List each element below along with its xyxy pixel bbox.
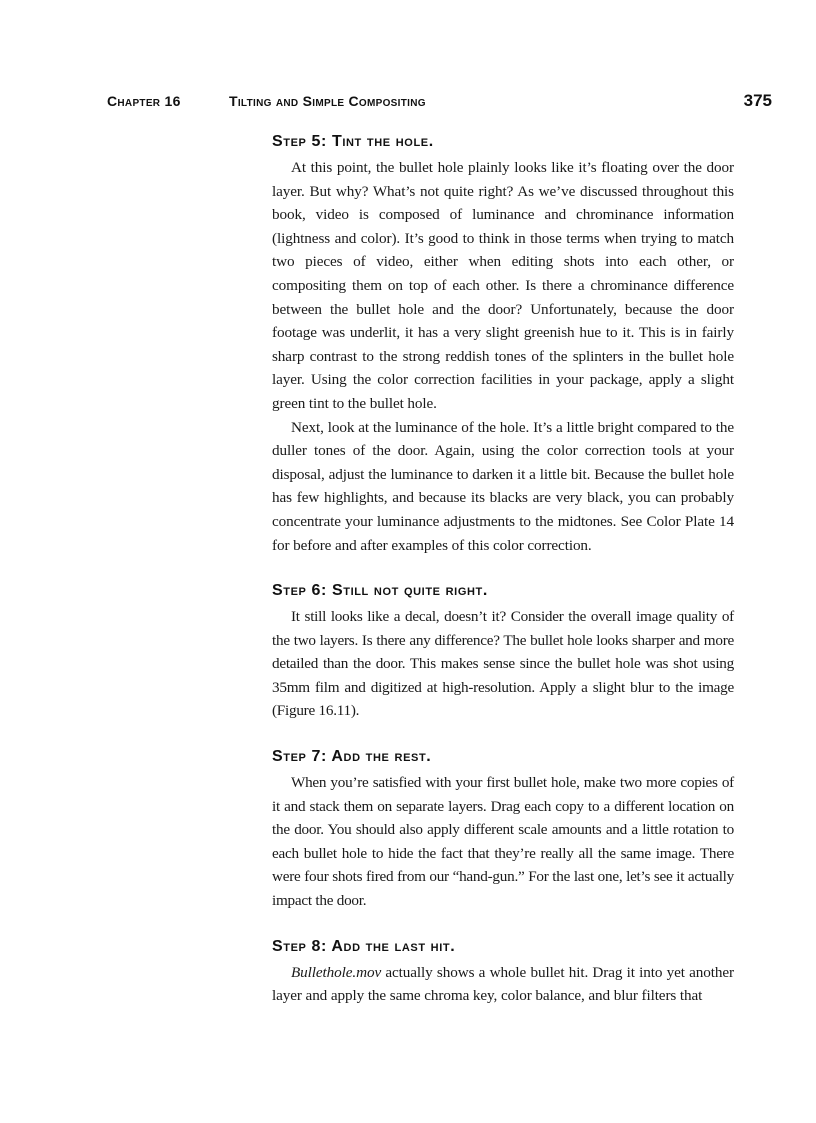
step-8-paragraph-1 [272,961,734,1008]
page-body [272,132,734,1008]
chapter-title: Tilting and Simple Compositing [229,93,426,109]
step-8-section [272,937,734,1008]
step-7-heading: Step 7: Add the rest. [272,748,432,766]
step-7-paragraph-1: When you’re satisfied with your first bullet hole, make two more copies of it and stack them on separate layers. Drag each copy to a different location on the door. You should also apply different scale amounts and a little rotation to each bullet hole to hide the fact that they’re really all the same image. There were four shots fired from our “hand-gun.” For the last one, let’s see it actually impact the door. [272,774,734,910]
step-5-heading: Step 5: Tint the hole. [272,133,434,150]
step-8-heading: Step 8: Add the last hit. [272,937,456,955]
chapter-label: Chapter 16 [107,93,181,109]
page-number: 375 [743,91,772,110]
step-6-heading: Step 6: Still not quite right. [272,582,488,600]
step-7-section [272,747,734,913]
step-6-paragraph-1: It still looks like a decal, doesn’t it? Consider the overall image quality of the two layers. Is there any difference? The bullet hole looks sharper and more detailed than the door. This makes sense since the bullet hole was shot using 35mm film and digitized at high-resolution. Apply a slight blur to the image (Figure 16.11). [272,608,734,720]
step-5-section [272,132,734,557]
step-5-paragraph-1: At this point, the bullet hole plainly looks like it’s floating over the door layer. But why? What’s not quite right? As we’ve discussed throughout this book, video is composed of luminance and chrominance information (lightness and color). It’s good to think in those terms when trying to match two pieces of video, either when editing shots into each other, or compositing them on top of each other. Is there a chrominance difference between the bullet hole and the door? Unfortunately, because the door footage was underlit, it has a very slight greenish hue to it. This is in fairly sharp contrast to the strong reddish tones of the splinters in the bullet hole layer. Using the color correction facilities in your package, apply a slight green tint to the bullet hole. [272,159,734,412]
step-8-text: actually shows a whole bullet hit. Drag it into yet another layer and apply the same chroma key, color balance, and blur filters that [272,963,734,1005]
step-5-paragraph-2: Next, look at the luminance of the hole. It’s a little bright compared to the duller tones of the door. Again, using the color correction tools at your disposal, adjust the luminance to darken it a little bit. Because the bullet hole has few highlights, and because its blacks are very black, you can probably concentrate your luminance adjustments to the midtones. See Color Plate 14 for before and after examples of this color correction. [272,418,734,554]
filename-text: Bullethole.mov [291,963,382,981]
running-head [107,91,772,113]
step-6-section [272,581,734,723]
